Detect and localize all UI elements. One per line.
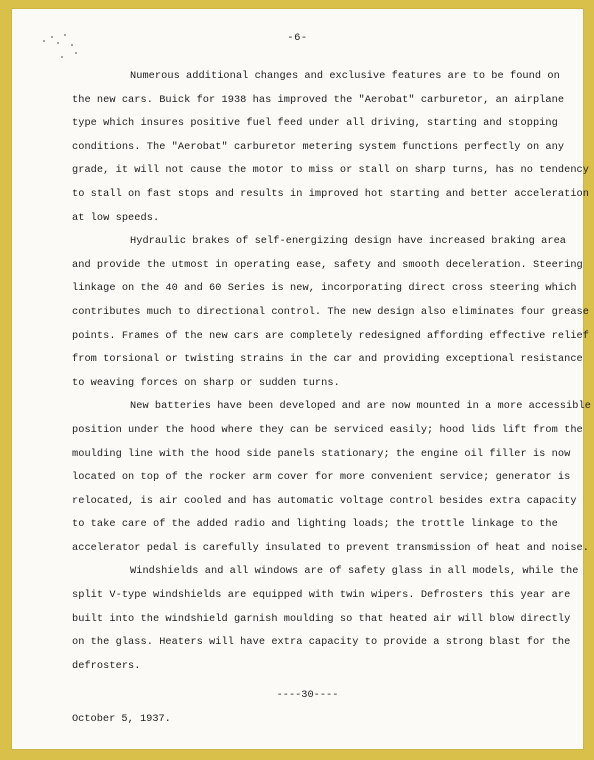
- text-line: Windshields and all windows are of safety glass in all models, while the: [130, 565, 579, 578]
- text-line: from torsional or twisting strains in the car and providing exceptional resistance: [72, 353, 583, 366]
- text-line: built into the windshield garnish moulding so that heated air will blow directly: [72, 612, 571, 625]
- text-line: moulding line with the hood side panels stationary; the engine oil filler is now: [72, 447, 571, 460]
- text-line: Hydraulic brakes of self-energizing design have increased braking area: [130, 235, 567, 248]
- text-line: at low speeds.: [72, 211, 160, 224]
- text-line: to stall on fast stops and results in improved hot starting and better acceleration: [72, 187, 590, 200]
- text-line: and provide the utmost in operating ease, safety and smooth deceleration. Steering: [72, 258, 583, 271]
- text-line: New batteries have been developed and are now mounted in a more accessible: [130, 400, 591, 413]
- text-line: to weaving forces on sharp or sudden turns.: [72, 376, 340, 389]
- body-text: [72, 65, 591, 678]
- text-line: on the glass. Heaters will have extra capacity to provide a strong blast for the: [72, 636, 571, 649]
- speck: [75, 52, 77, 54]
- text-line: contributes much to directional control. The new design also eliminates four grease: [72, 305, 590, 318]
- paragraph-1: [72, 65, 590, 230]
- text-line: defrosters.: [72, 659, 141, 672]
- text-line: grade, it will not cause the motor to miss or stall on sharp turns, has no tendency: [72, 164, 590, 177]
- speck: [61, 56, 63, 58]
- text-line: position under the hood where they can be serviced easily; hood lids lift from the: [72, 423, 583, 436]
- speck: [71, 44, 73, 46]
- page-number: -6-: [287, 32, 308, 44]
- text-line: the new cars. Buick for 1938 has improved the "Aerobat" carburetor, an airplane: [72, 93, 565, 106]
- text-line: conditions. The "Aerobat" carburetor metering system functions perfectly on any: [72, 140, 565, 153]
- paragraph-4: [72, 560, 579, 678]
- document-page: [11, 8, 591, 750]
- text-line: relocated, is air cooled and has automatic voltage control besides extra capacity: [72, 494, 577, 507]
- end-mark: ----30----: [276, 689, 339, 701]
- text-line: split V-type windshields are equipped with twin wipers. Defrosters this year are: [72, 589, 571, 602]
- text-line: type which insures positive fuel feed under all driving, starting and stopping: [72, 117, 558, 130]
- document-date: October 5, 1937.: [72, 713, 171, 725]
- paragraph-2: [72, 230, 590, 395]
- text-line: points. Frames of the new cars are completely redesigned affording effective relief: [72, 329, 590, 342]
- paragraph-3: [72, 395, 591, 560]
- text-line: to take care of the added radio and lighting loads; the trottle linkage to the: [72, 518, 558, 531]
- text-line: accelerator pedal is carefully insulated to prevent transmission of heat and noise.: [72, 541, 590, 554]
- text-line: Numerous additional changes and exclusive features are to be found on: [130, 70, 560, 82]
- text-line: located on top of the rocker arm cover for more convenient service; generator is: [72, 471, 571, 484]
- text-line: linkage on the 40 and 60 Series is new, incorporating direct cross steering which: [72, 282, 577, 295]
